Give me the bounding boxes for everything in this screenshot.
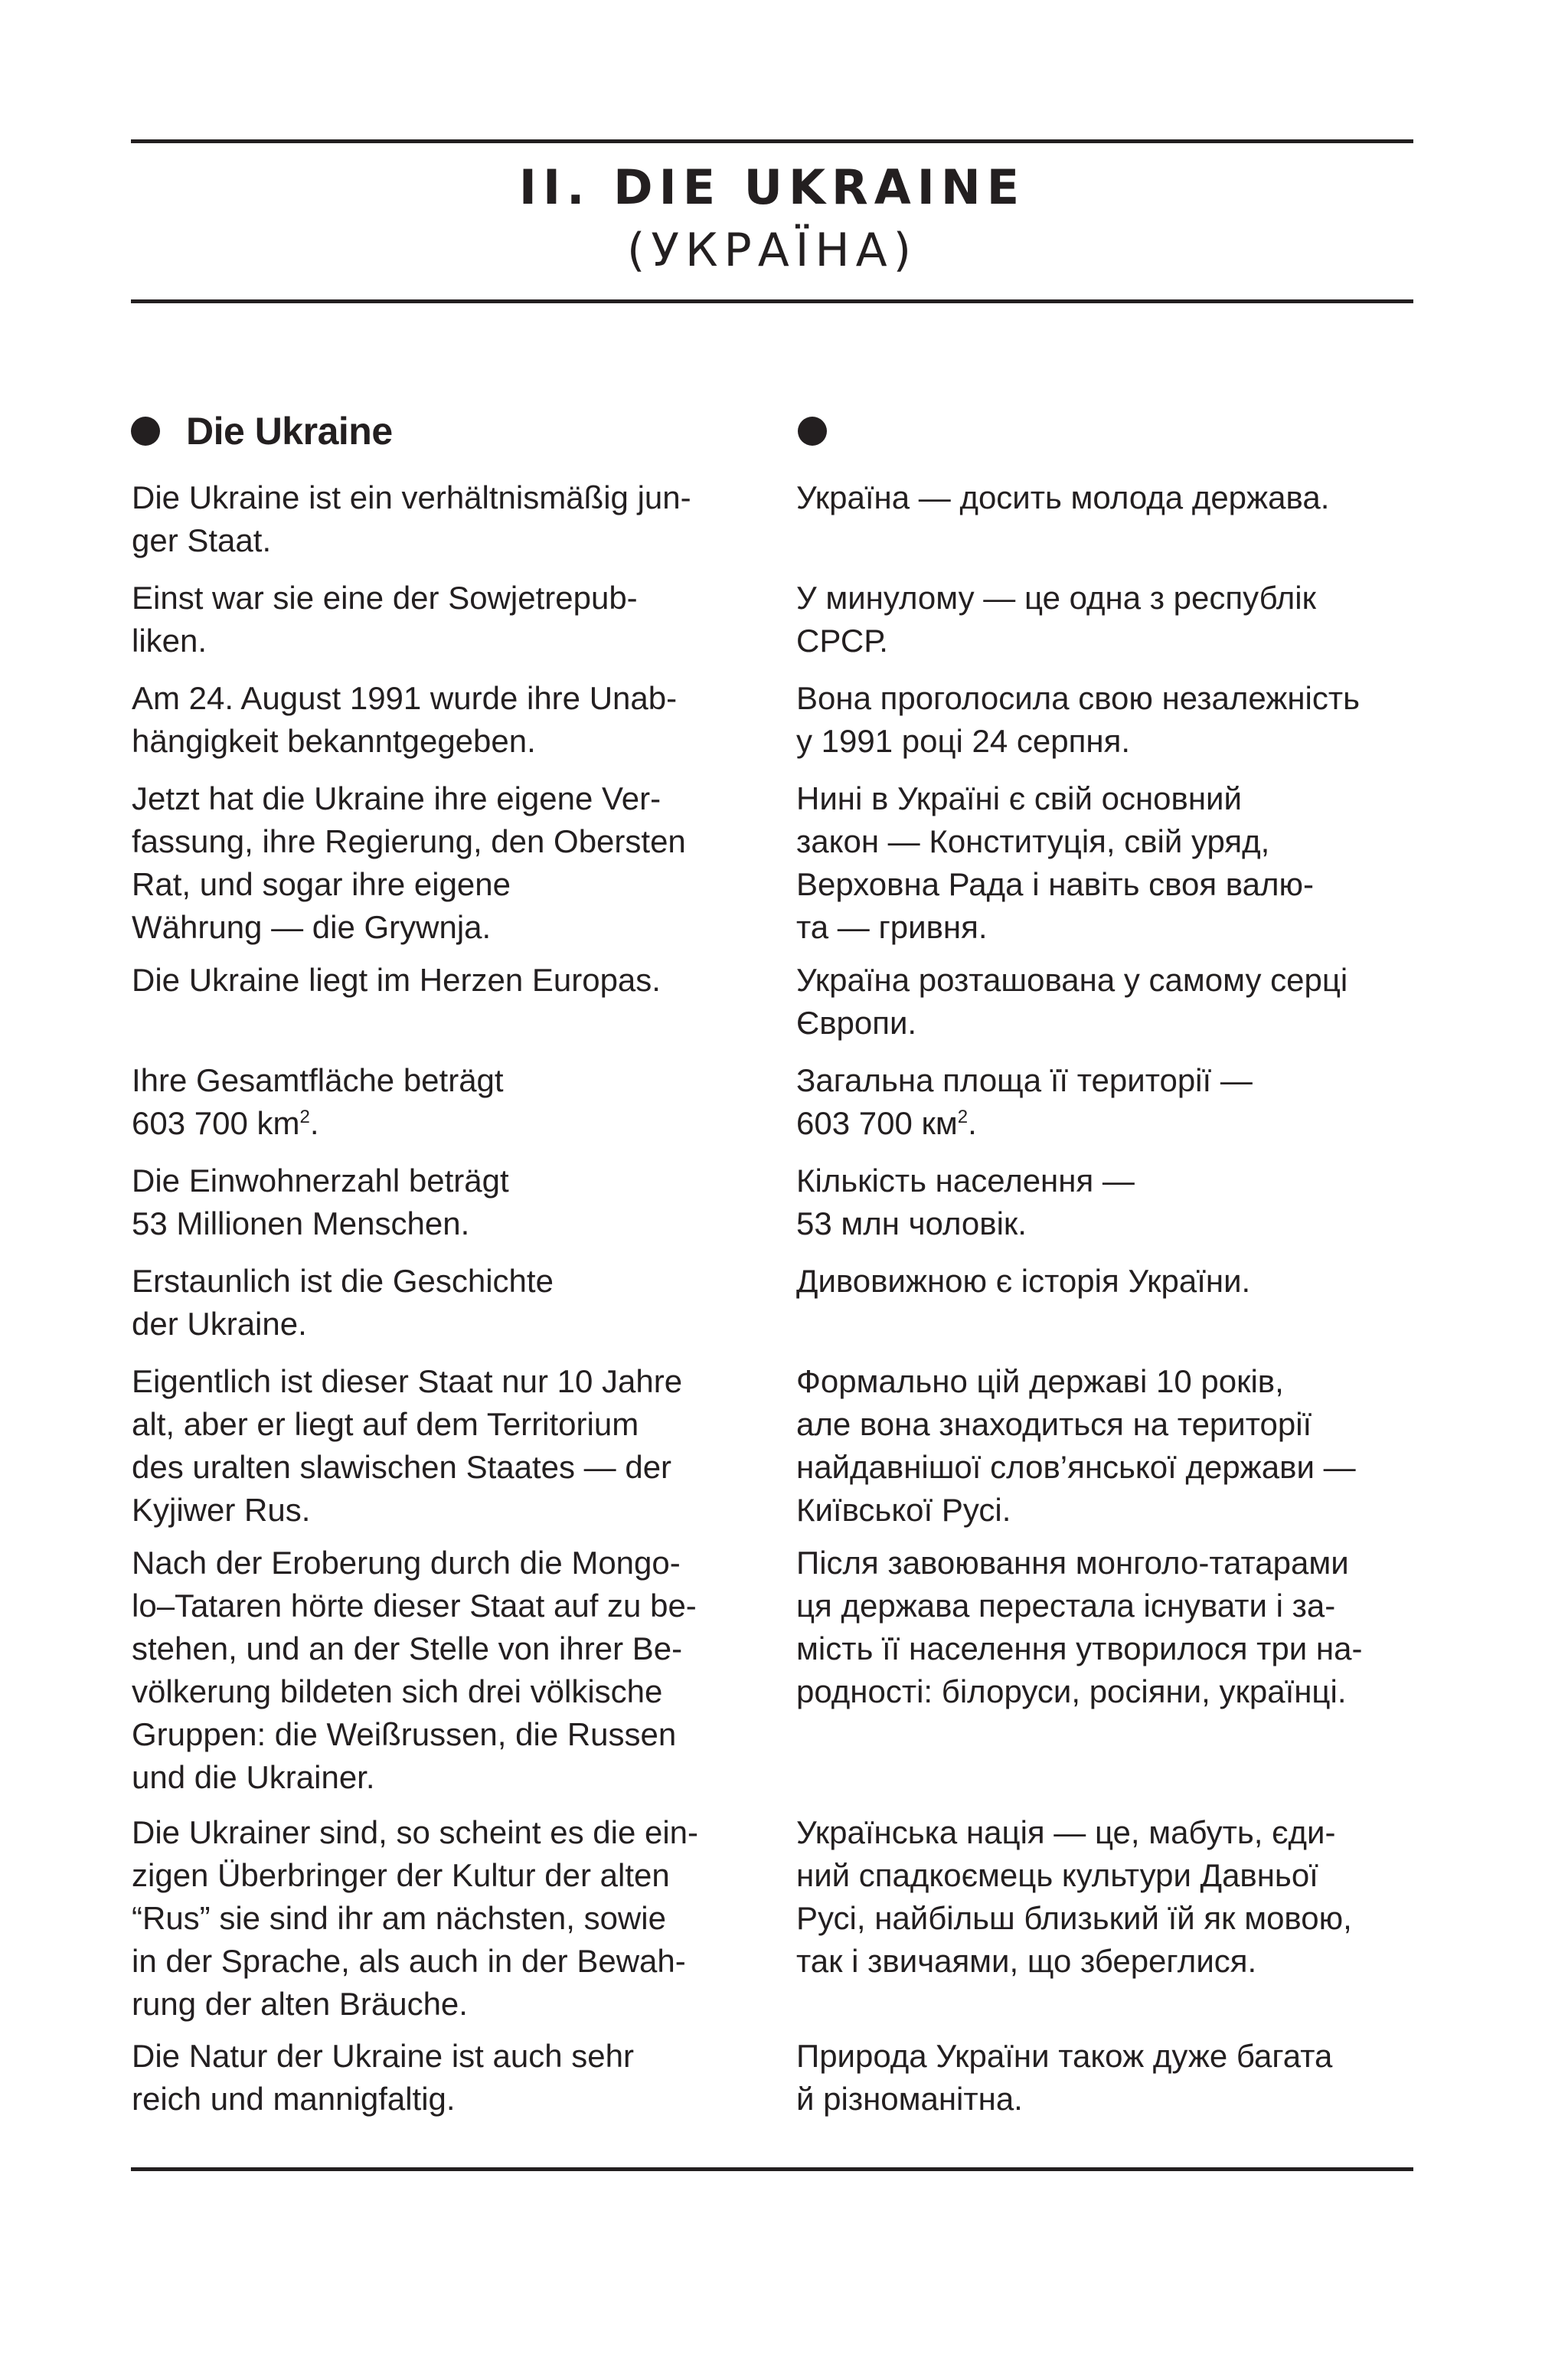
paragraph-uk: Вона проголосила свою незалежність у 1991 році 24 серпня. (796, 680, 1360, 759)
bottom-rule (131, 2167, 1413, 2171)
chapter-title: II. DIE UKRAINE (518, 159, 1026, 215)
paragraph-uk-area (796, 1059, 1432, 1145)
paragraph-de: Die Ukraine liegt im Herzen Europas. (132, 962, 661, 998)
area-exponent-uk: 2 (957, 1107, 969, 1127)
paragraph-de: Erstaunlich ist die Geschichte der Ukraine. (132, 1263, 554, 1342)
paragraph-uk: Нині в Україні є свій основний закон — Конституція, свій уряд, Верховна Рада і навіть своя валю- та — гривня. (796, 780, 1314, 945)
paragraph-uk: Дивовижною є історія України. (796, 1263, 1251, 1299)
paragraph-uk: Кількість населення — 53 млн чоловік. (796, 1163, 1135, 1241)
section-heading-de-text: Die Ukraine (186, 410, 393, 453)
paragraph-de-area (132, 1059, 775, 1145)
area-text-uk: Загальна площа її території — 603 700 км (796, 1062, 1253, 1141)
paragraph-uk: У минулому — це одна з республік СРСР. (796, 580, 1316, 659)
bullet-icon (798, 417, 827, 446)
paragraph-uk: Україна розташована у самому серці Європи. (796, 962, 1348, 1041)
chapter-subtitle: (УКРАЇНА) (626, 224, 918, 277)
area-text-de: Ihre Gesamtfläche beträgt 603 700 km (132, 1062, 504, 1141)
paragraph-de: Die Einwohnerzahl beträgt 53 Millionen Menschen. (132, 1163, 509, 1241)
paragraph-de: Am 24. August 1991 wurde ihre Unab- hängigkeit bekanntgegeben. (132, 680, 678, 759)
area-period-uk: . (968, 1105, 977, 1141)
paragraph-de: Eigentlich ist dieser Staat nur 10 Jahre alt, aber er liegt auf dem Territorium des uralten slawischen Staates — der Kyjiwer Rus. (132, 1363, 683, 1528)
paragraph-uk: Українська нація — це, мабуть, єди- ний спадкоємець культури Давньої Русі, найбільш близький їй як мовою, так і звичаями, що збереглися. (796, 1814, 1352, 1979)
top-rule (131, 139, 1413, 143)
paragraph-de: Die Natur der Ukraine ist auch sehr reich und mannigfaltig. (132, 2038, 634, 2117)
section-heading-de (131, 404, 393, 458)
paragraph-de: Jetzt hat die Ukraine ihre eigene Ver- fassung, ihre Regierung, den Obersten Rat, und sogar ihre eigene Währung — die Grywnja. (132, 780, 686, 945)
paragraph-uk: Формально цій державі 10 років, але вона знаходиться на території найдавнішої слов’янської держави — Київської Русі. (796, 1363, 1356, 1528)
paragraph-de: Nach der Eroberung durch die Mongo- lo–Tataren hörte dieser Staat auf zu be- stehen, und an der Stelle von ihrer Be- völkerung bildeten sich drei völkische Gruppen: die Weißrussen, die Russen und die Ukrainer. (132, 1545, 697, 1795)
paragraph-de: Die Ukraine ist ein verhältnismäßig jun- ger Staat. (132, 479, 691, 558)
title-bottom-rule (131, 299, 1413, 303)
section-heading-uk (798, 404, 853, 458)
area-exponent-de: 2 (299, 1107, 310, 1127)
area-period-de: . (309, 1105, 319, 1141)
paragraph-uk: Після завоювання монголо-татарами ця держава перестала існувати і за- мість її населення утворилося три на- родності: білоруси, росіяни, українці. (796, 1545, 1363, 1709)
paragraph-uk: Україна — досить молода держава. (796, 479, 1330, 515)
paragraph-uk: Природа України також дуже багата й різноманітна. (796, 2038, 1333, 2117)
paragraph-de: Die Ukrainer sind, so scheint es die ein- zigen Überbringer der Kultur der alten “Rus” sie sind ihr am nächsten, sowie in der Sprache, als auch in der Bewah- rung der alten Bräuche. (132, 1814, 699, 2022)
bullet-icon (131, 417, 160, 446)
paragraph-de: Einst war sie eine der Sowjetrepub- liken. (132, 580, 638, 659)
